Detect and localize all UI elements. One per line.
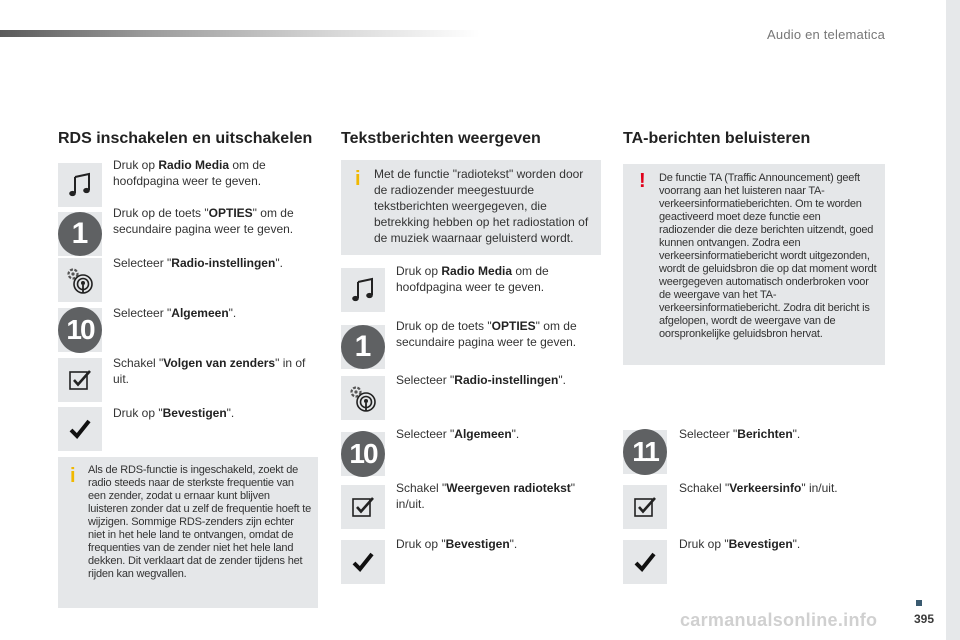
radio-settings-icon [341, 376, 385, 420]
number-1-badge: 1 [341, 325, 385, 369]
radiotext-info-box: i Met de functie "radiotekst" worden door de radiozender meegestuurde tekstberichten weergegeven, die betrekking hebben op het radiostation of de muziek waarnaar geluisterd wordt. [341, 160, 601, 255]
ta-step-3-text: Druk op "Bevestigen". [679, 537, 801, 551]
number-10-badge: 10 [58, 308, 102, 352]
rds-step-3-text: Selecteer "Radio-instellingen". [113, 256, 283, 270]
radiotext-step-1-text: Druk op Radio Media om de hoofdpagina weer te geven. [396, 264, 549, 294]
radiotext-step-3-text: Selecteer "Radio-instellingen". [396, 373, 566, 387]
page-marker [916, 600, 922, 606]
section-title: Audio en telematica [767, 27, 885, 42]
radiotext-step-2-text: Druk op de toets "OPTIES" om de secundaire pagina weer te geven. [396, 319, 577, 349]
checkbox-icon [341, 485, 385, 529]
rds-step-2-text: Druk op de toets "OPTIES" om de secundaire pagina weer te geven. [113, 206, 294, 236]
page-edge-strip [946, 0, 960, 640]
checkbox-icon [623, 485, 667, 529]
rds-info-box: i Als de RDS-functie is ingeschakeld, zoekt de radio steeds naar de sterkste frequentie van een zender, zodat u ernaar kunt blijven luisteren zonder dat u zelf de frequentie hoeft te wijzigen. Sommige RDS-zenders zijn echter niet in het hele land te ontvangen, omdat de frequenties van de zender niet het hele land dekken. Dit verklaart dat de zender tijdens het rijden kan wegvallen. [58, 457, 318, 608]
page-number: 395 [914, 612, 935, 626]
info-icon: i [355, 168, 361, 190]
radiotext-step-4-text: Selecteer "Algemeen". [396, 427, 520, 441]
ta-warning-box: ! De functie TA (Traffic Announcement) geeft voorrang aan het luisteren naar TA-verkeersinformatieberichten. Om te worden geactiveerd moet deze functie een radiozender die deze berichten uitzendt, goed kunnen ontvangen. Zodra een verkeersinformatiebericht wordt uitgezonden, wordt de geluidsbron die op dat moment wordt weergegeven automatisch onderbroken voor de weergave van het TA-verkeersinformatiebericht. Zodra dit bericht is afgelopen, wordt de weergave van de oorspronkelijke geluidsbron hervat. [623, 164, 885, 365]
ta-step-2-text: Schakel "Verkeersinfo" in/uit. [679, 481, 838, 495]
warning-icon: ! [639, 170, 646, 192]
rds-section-title: RDS inschakelen en uitschakelen [58, 130, 313, 147]
radio-settings-icon [58, 258, 102, 302]
radiotext-section-title: Tekstberichten weergeven [341, 130, 541, 147]
rds-step-5-text: Schakel "Volgen van zenders" in of uit. [113, 356, 306, 386]
checkmark-icon [58, 407, 102, 451]
radiotext-step-6-text: Druk op "Bevestigen". [396, 537, 518, 551]
number-1-badge: 1 [58, 212, 102, 256]
checkmark-icon [341, 540, 385, 584]
info-icon: i [70, 465, 76, 487]
number-11-badge: 11 [623, 430, 667, 474]
rds-step-1-text: Druk op Radio Media om de hoofdpagina weer te geven. [113, 158, 266, 188]
ta-step-1-text: Selecteer "Berichten". [679, 427, 801, 441]
rds-step-4-text: Selecteer "Algemeen". [113, 306, 237, 320]
music-note-icon [58, 163, 102, 207]
checkbox-icon [58, 358, 102, 402]
rds-step-6-text: Druk op "Bevestigen". [113, 406, 235, 420]
music-note-icon [341, 268, 385, 312]
ta-section-title: TA-berichten beluisteren [623, 130, 811, 147]
checkmark-icon [623, 540, 667, 584]
header-gradient-bar [0, 30, 480, 37]
watermark: carmanualsonline.info [680, 610, 878, 630]
number-10-badge: 10 [341, 432, 385, 476]
radiotext-step-5-text: Schakel "Weergeven radiotekst" in/uit. [396, 481, 576, 511]
